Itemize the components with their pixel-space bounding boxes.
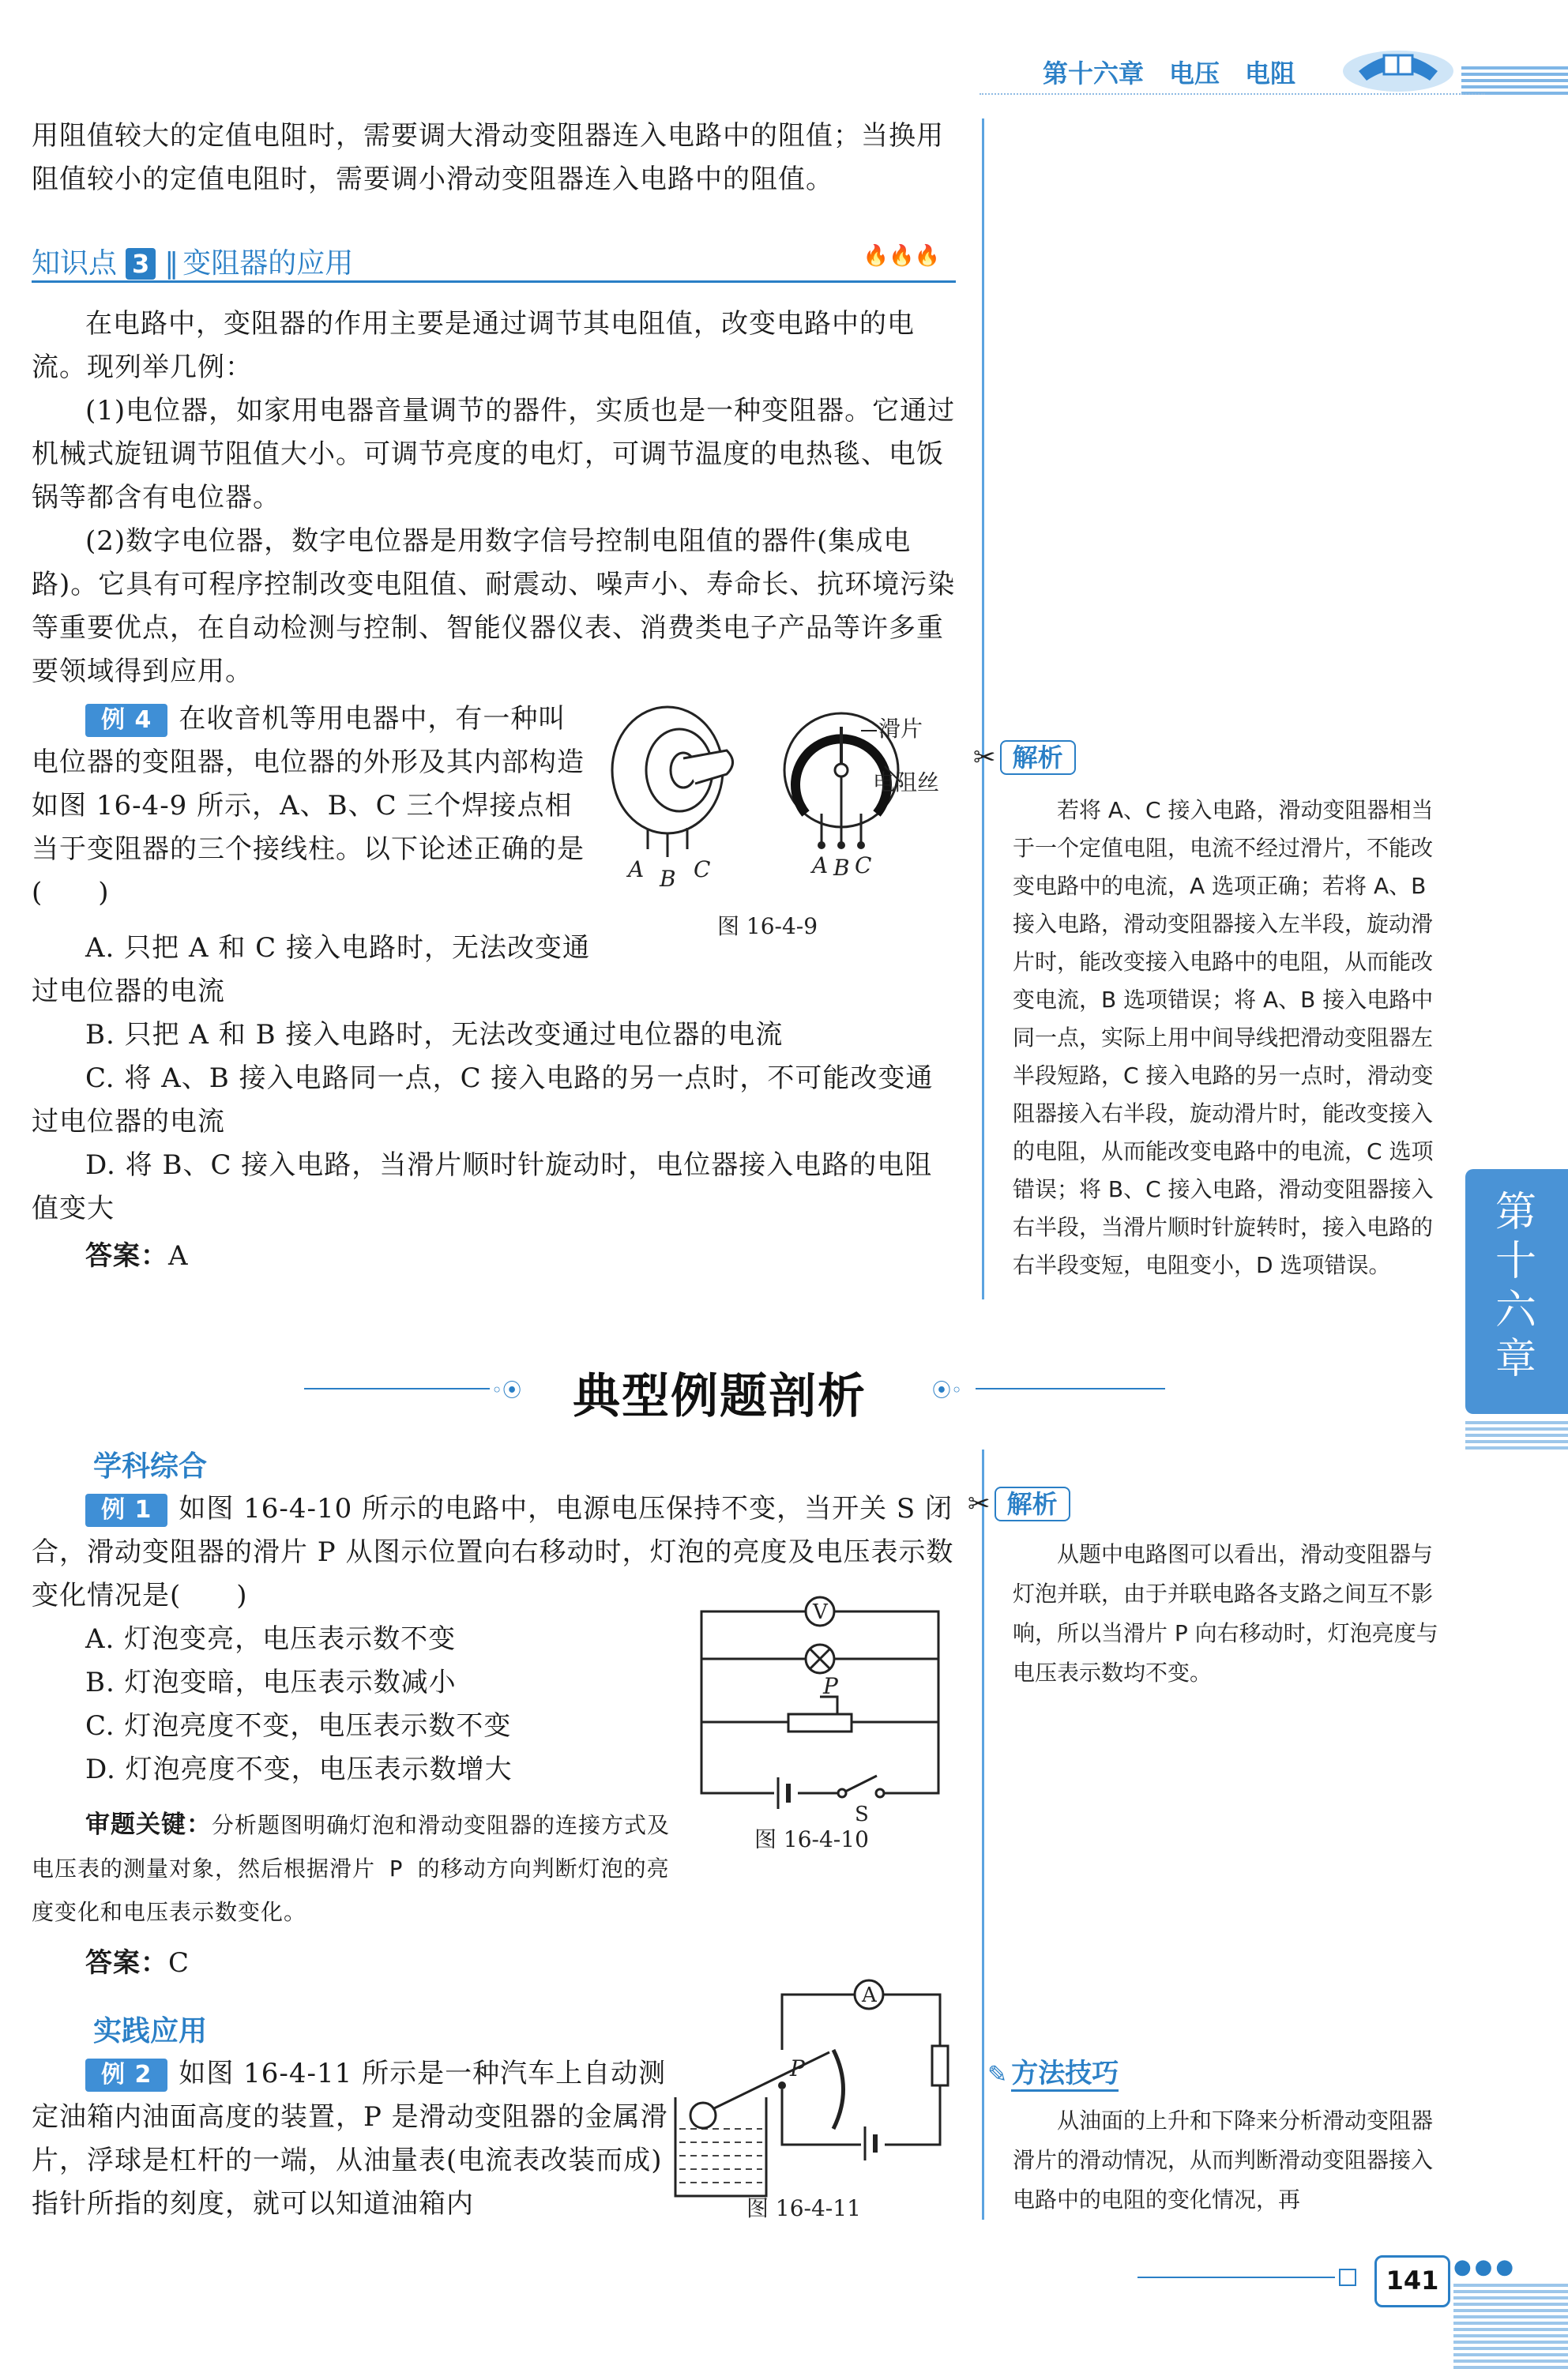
- ex4-answer-value: A: [168, 1240, 189, 1272]
- ex4-option-d: D. 将 B、C 接入电路，当滑片顺时针旋动时，电位器接入电路的电阻值变大: [32, 1149, 933, 1224]
- label-resistance-wire: 电阻丝: [873, 769, 940, 795]
- side-tab-stripes: [1465, 1418, 1568, 1450]
- pen-icon: ✎: [987, 2061, 1008, 2089]
- float-ball: [690, 2103, 716, 2128]
- lever-arm: [713, 2052, 829, 2109]
- kp3-p1: 在电路中，变阻器的作用主要是通过调节其电阻值，改变电路中的电流。现列举几例：: [32, 308, 915, 383]
- kp3-prefix: 知识点: [32, 247, 118, 280]
- page-header: [980, 47, 1568, 111]
- method-text: 从油面的上升和下降来分析滑动变阻器滑片的滑动情况，从而判断滑动变阻器接入电路中的电阻的变化情况，再: [1013, 2108, 1434, 2213]
- header-dotted-line: [980, 93, 1485, 95]
- page-number: 141: [1386, 2266, 1439, 2296]
- page-number-badge: [1374, 2255, 1450, 2307]
- kp3-number: 3: [126, 248, 156, 280]
- ex1-key-text: 分析题图明确灯泡和滑动变阻器的连接方式及电压表的测量对象，然后根据滑片 P 的移动方向判断灯泡的亮度变化和电压表示数变化。: [32, 1812, 671, 1925]
- oil-tank: [675, 2097, 766, 2196]
- voltmeter-label: V: [813, 1600, 828, 1624]
- kp3-flames: 🔥🔥🔥: [863, 244, 940, 268]
- book-logo-icon: [1335, 32, 1461, 103]
- pin-b-left: B: [660, 866, 676, 892]
- section-title-right-line: [976, 1388, 1165, 1389]
- chapter-title: 第十六章 电压 电阻: [1043, 58, 1296, 88]
- ex4-analysis-text: 若将 A、C 接入电路，滑动变阻器相当于一个定值电阻，电流不经过滑片，不能改变电路中的电流，A 选项正确；若将 A、B 接入电路，滑动变阻器接入左半段，旋动滑片时，能改变接入电路中的电阻，从而能改变电流，B 选项错误；将 A、B 接入电路中同一点，实际上用中间导线把滑动变阻器左半段短路，C 接入电路的另一点时，滑动变阻器接入右半段，旋动滑片时，能改变接入的电阻，从而能改变电路中的电流，C 选项错误；将 B、C 接入电路，滑动变阻器接入右半段，当滑片顺时针旋转时，接入电路的右半段变短，电阻变小，D 选项错误。: [1013, 797, 1434, 1278]
- kp3-p3: (2)数字电位器，数字电位器是用数字信号控制电阻值的器件(集成电路)。它具有可程序控制改变电阻值、耐震动、噪声小、寿命长、抗环境污染等重要优点，在自动检测与控制、智能仪器仪表、消费类电子产品等许多重要领域得到应用。: [32, 525, 956, 687]
- method-title: 方法技巧: [1011, 2058, 1119, 2092]
- section-title-left-arrows: ◦⦿: [491, 1379, 522, 1401]
- ex1-key-label: 审题关键：: [85, 1811, 212, 1839]
- kp3-separator: ‖: [164, 247, 179, 280]
- section-title-right-arrows: ⦿◦: [932, 1379, 963, 1401]
- section-title: 典型例题剖析: [573, 1369, 867, 1424]
- kp3-p2: (1)电位器，如家用电器音量调节的器件，实质也是一种变阻器。它通过机械式旋钮调节阻值大小。可调节亮度的电灯，可调节温度的电热毯、电饭锅等都含有电位器。: [32, 395, 956, 513]
- figure-caption-16-4-11: 图 16-4-11: [746, 2195, 861, 2220]
- slider-label: P: [823, 1673, 838, 1699]
- scissors-icon-2: ✂: [968, 1488, 991, 1520]
- footer-square: [1339, 2269, 1356, 2286]
- footer-stripes: [1453, 2283, 1568, 2369]
- column-divider-top: [982, 118, 984, 1299]
- pin-c-left: C: [694, 856, 711, 882]
- figure-16-4-9: [600, 695, 964, 948]
- ex1-stem-text: 如图 16-4-10 所示的电路中，电源电压保持不变，当开关 S 闭合，滑动变阻器的滑片 P 从图示位置向右移动时，灯泡的亮度及电压表示数变化情况是( ): [32, 1493, 954, 1611]
- ex4-tag: 例 4: [85, 704, 167, 737]
- rheostat: [788, 1714, 852, 1732]
- figure-caption-16-4-10: 图 16-4-10: [754, 1826, 869, 1848]
- switch-label: S: [855, 1803, 869, 1826]
- slider-arrow: [820, 1697, 837, 1714]
- ex1-option-c: C. 灯泡亮度不变，电压表示数不变: [85, 1710, 512, 1742]
- intro-paragraph: 用阻值较大的定值电阻时，需要调大滑动变阻器连入电路中的阻值；当换用阻值较小的定值电阻时，需要调小滑动变阻器连入电路中的阻值。: [32, 120, 944, 195]
- ex2-stem-text: 如图 16-4-11 所示是一种汽车上自动测定油箱内油面高度的装置，P 是滑动变阻器的金属滑片，浮球是杠杆的一端，从油量表(电流表改装而成)指针所指的刻度，就可以知道油箱内: [32, 2058, 668, 2220]
- ex4-stem: [32, 698, 592, 915]
- ex4-option-b: B. 只把 A 和 B 接入电路时，无法改变通过电位器的电流: [85, 1019, 784, 1051]
- subsection-2-title: 实践应用: [93, 2015, 208, 2047]
- ex1-option-b: B. 灯泡变暗，电压表示数减小: [85, 1667, 457, 1698]
- section-title-left-line: [304, 1388, 490, 1389]
- ex1-answer: [85, 1942, 190, 1985]
- slider-p-label: P: [790, 2055, 805, 2081]
- subsection-1-title: 学科综合: [93, 1450, 208, 1483]
- footer-dots: ●●●: [1453, 2255, 1517, 2279]
- footer-line: [1137, 2277, 1335, 2278]
- ex1-option-a: A. 灯泡变亮，电压表示数不变: [85, 1623, 457, 1655]
- column-divider-bottom: [982, 1450, 984, 2220]
- arc-rheostat: [833, 2050, 844, 2129]
- method-header: [987, 2051, 1119, 2091]
- label-slider: 滑片: [878, 716, 923, 742]
- ex1-analysis-text: 从题中电路图可以看出，滑动变阻器与灯泡并联，由于并联电路各支路之间互不影响，所以当滑片 P 向右移动时，灯泡亮度与电压表示数均不变。: [1013, 1541, 1438, 1686]
- ex4-answer-label: 答案：: [85, 1240, 168, 1272]
- ex4-analysis-title: 解析: [1000, 740, 1076, 775]
- kp3-heading: [32, 241, 956, 280]
- ex2-stem: [32, 2052, 675, 2226]
- ex4-analysis-header: [973, 740, 1076, 780]
- ammeter-label: A: [862, 1984, 877, 2007]
- ex1-answer-value: C: [168, 1947, 190, 1979]
- chapter-side-tab-text: 第十六章: [1495, 1189, 1536, 1383]
- kp3-underline: [32, 280, 956, 283]
- pin-a-left: A: [628, 856, 645, 882]
- figure-16-4-10: [687, 1596, 956, 1848]
- header-stripes: [1461, 63, 1568, 95]
- ex1-key: [32, 1803, 679, 1934]
- pin-c-right: C: [855, 852, 872, 878]
- chapter-side-tab: [1465, 1169, 1568, 1414]
- ex1-analysis-title: 解析: [995, 1487, 1070, 1521]
- ex4-answer: [85, 1235, 189, 1278]
- figure-16-4-11: [671, 1967, 964, 2220]
- ex1-tag: 例 1: [85, 1494, 167, 1527]
- ex4-option-a: A. 只把 A 和 C 接入电路时，无法改变通过电位器的电流: [32, 932, 590, 1007]
- pin-b-right: B: [833, 855, 850, 881]
- ex4-stem-text: 在收音机等用电器中，有一种叫电位器的变阻器，电位器的外形及其内部构造如图 16-4-9 所示，A、B、C 三个焊接点相当于变阻器的三个接线柱。以下论述正确的是( ): [32, 703, 585, 908]
- kp3-title: 变阻器的应用: [182, 247, 354, 280]
- ex4-option-c: C. 将 A、B 接入电路同一点，C 接入电路的另一点时，不可能改变通过电位器的电流: [32, 1062, 934, 1137]
- pin-a-right: A: [812, 852, 829, 878]
- ex2-tag: 例 2: [85, 2059, 167, 2092]
- ex1-analysis-header: [968, 1487, 1070, 1526]
- figure-caption-16-4-9: 图 16-4-9: [717, 913, 818, 939]
- ex1-option-d: D. 灯泡亮度不变，电压表示数增大: [85, 1754, 513, 1785]
- ex1-answer-label: 答案：: [85, 1947, 168, 1979]
- scissors-icon: ✂: [973, 742, 996, 773]
- resistor-r: [932, 2046, 948, 2085]
